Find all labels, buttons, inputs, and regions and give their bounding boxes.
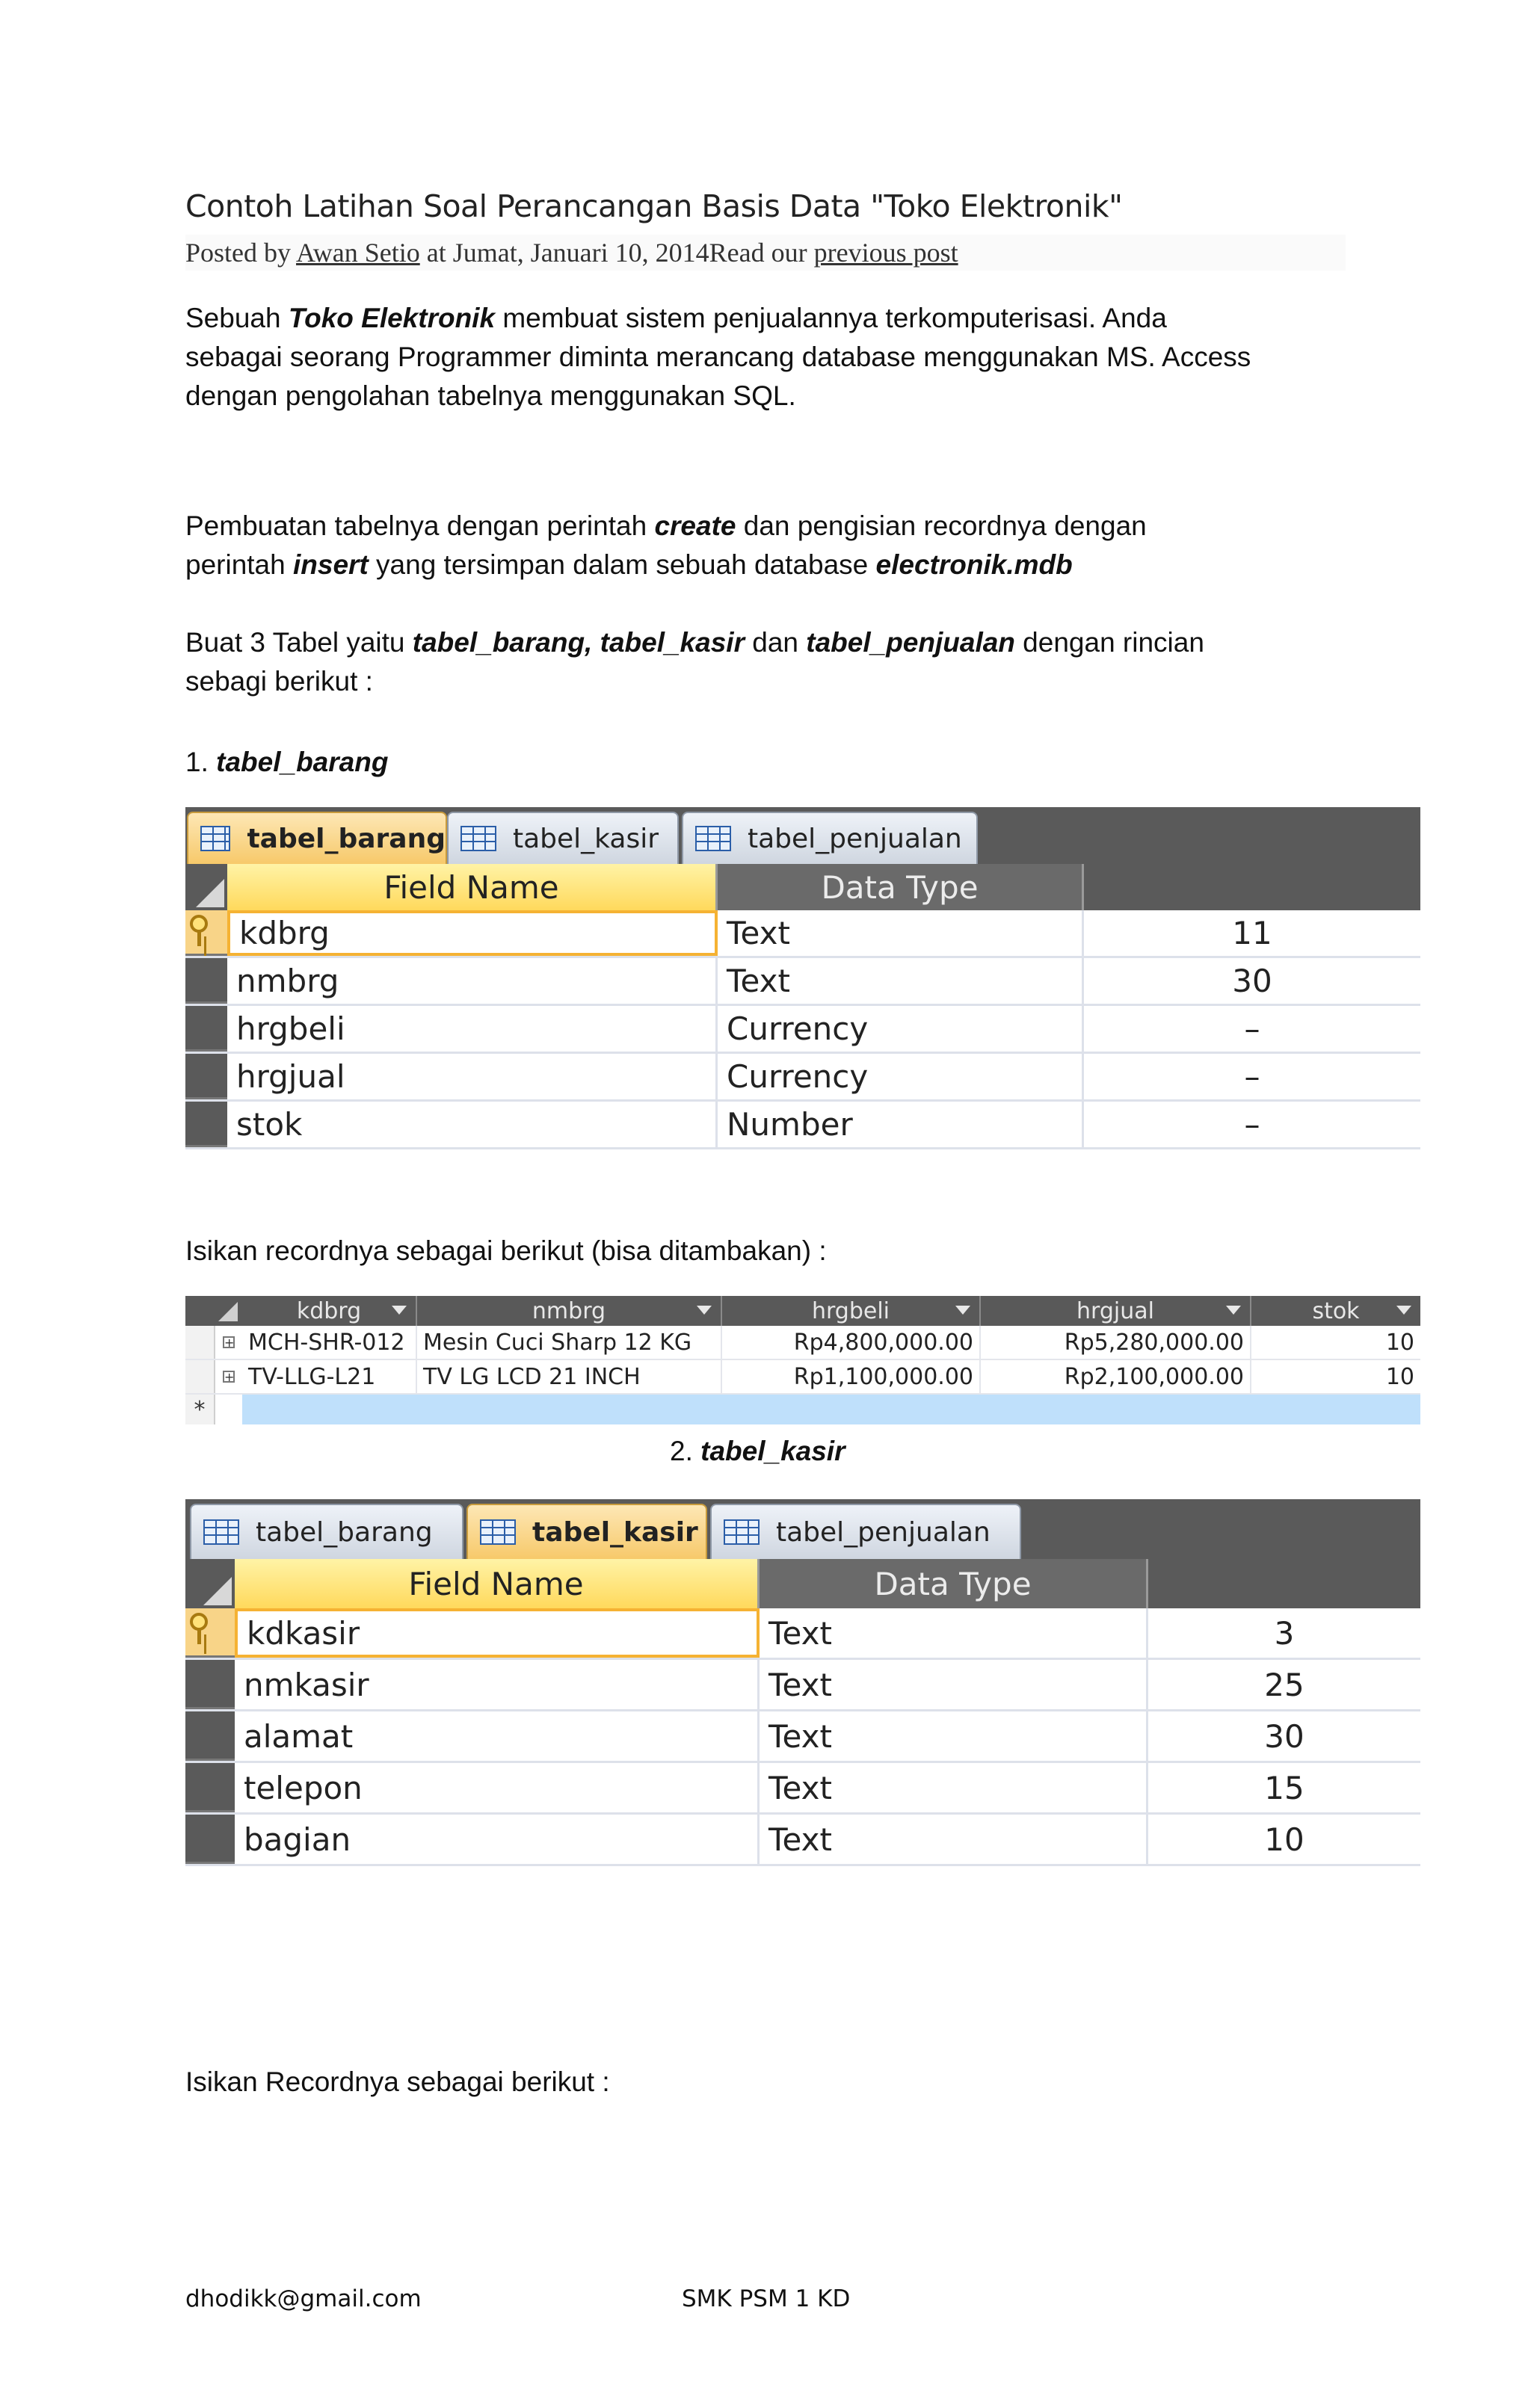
data-type-cell[interactable]: Text — [760, 1608, 1148, 1658]
tables-paragraph — [185, 623, 1204, 701]
datasheet-tabel-barang — [185, 1296, 1420, 1430]
row-selector[interactable] — [185, 1006, 227, 1052]
data-type-cell[interactable]: Text — [760, 1660, 1148, 1709]
design-header — [185, 864, 1420, 910]
field-name-cell[interactable]: bagian — [235, 1815, 760, 1864]
description-header — [1084, 864, 1420, 910]
footer-school: SMK PSM 1 KD — [682, 2285, 851, 2312]
field-size-cell[interactable]: 11 — [1232, 915, 1272, 951]
datasheet-corner[interactable] — [185, 1296, 242, 1326]
chevron-down-icon[interactable] — [392, 1306, 407, 1315]
primary-key-icon[interactable] — [185, 910, 227, 956]
table-row[interactable] — [185, 1326, 1420, 1360]
design-view-tabel-barang — [185, 807, 1420, 1164]
footer-email: dhodikk@gmail.com — [185, 2285, 422, 2312]
field-row[interactable] — [185, 910, 1420, 958]
table-icon — [480, 1519, 516, 1545]
field-row[interactable] — [185, 1815, 1420, 1866]
tab-tabel-penjualan[interactable]: tabel_penjualan — [710, 1504, 1021, 1559]
table-row[interactable] — [185, 1360, 1420, 1395]
row-selector[interactable] — [185, 1763, 235, 1812]
intro-line-1: Sebuah Toko Elektronik membuat sistem penjualannya terkomputerisasi. Anda — [185, 303, 1167, 333]
cell-stok[interactable]: 10 — [1385, 1363, 1414, 1390]
field-row[interactable] — [185, 1660, 1420, 1711]
author-link[interactable]: Awan Setio — [296, 238, 420, 268]
section-2-heading: 2. tabel_kasir — [670, 1436, 845, 1466]
table-icon — [203, 1519, 239, 1545]
data-type-cell[interactable]: Text — [718, 910, 1084, 956]
field-name-header: Field Name — [227, 864, 718, 910]
object-tab-bar — [185, 1499, 1420, 1559]
data-type-cell[interactable]: Currency — [718, 1054, 1084, 1099]
select-all-corner[interactable] — [185, 1559, 235, 1608]
field-name-cell[interactable]: stok — [227, 1102, 718, 1147]
row-selector[interactable] — [185, 1711, 235, 1761]
column-header-hrgjual[interactable]: hrgjual — [981, 1296, 1251, 1326]
field-size-cell[interactable]: 15 — [1264, 1769, 1304, 1806]
create-paragraph — [185, 507, 1147, 584]
previous-post-link[interactable]: previous post — [813, 238, 958, 268]
field-name-header: Field Name — [235, 1559, 760, 1608]
design-header — [185, 1559, 1420, 1608]
row-selector[interactable] — [185, 958, 227, 1004]
posted-prefix: Posted by — [185, 238, 297, 268]
create-line-1: Pembuatan tabelnya dengan perintah create dan pengisian recordnya dengan — [185, 510, 1147, 541]
expand-icon[interactable]: + — [224, 1336, 235, 1350]
cell-hrgjual[interactable]: Rp5,280,000.00 — [981, 1326, 1251, 1359]
field-size-cell[interactable]: 3 — [1274, 1614, 1295, 1652]
data-type-cell[interactable]: Currency — [718, 1006, 1084, 1052]
field-name-cell[interactable]: nmbrg — [227, 958, 718, 1004]
tab-tabel-kasir[interactable]: tabel_kasir — [466, 1504, 707, 1559]
primary-key-icon[interactable] — [185, 1608, 235, 1658]
field-row[interactable] — [185, 1608, 1420, 1660]
post-meta — [185, 235, 1346, 271]
cell-kdbrg[interactable]: MCH-SHR-012 — [242, 1326, 417, 1359]
datasheet-header — [185, 1296, 1420, 1326]
tables-line-2: sebagi berikut : — [185, 666, 373, 697]
row-selector[interactable] — [185, 1102, 227, 1147]
page-title: Contoh Latihan Soal Perancangan Basis Data "Toko Elektronik" — [185, 188, 1123, 224]
posted-middle: at Jumat, Januari 10, 2014Read our — [419, 238, 814, 268]
field-size-cell[interactable]: – — [1244, 1010, 1260, 1047]
field-name-cell[interactable]: kdkasir — [235, 1608, 760, 1658]
new-record-marker: * — [185, 1395, 215, 1424]
new-record-row[interactable] — [185, 1395, 1420, 1424]
data-type-cell[interactable]: Text — [760, 1711, 1148, 1761]
chevron-down-icon[interactable] — [697, 1306, 712, 1315]
create-line-2: perintah insert yang tersimpan dalam sebuah database electronik.mdb — [185, 549, 1073, 580]
table-icon — [724, 1519, 760, 1545]
column-header-nmbrg[interactable]: nmbrg — [417, 1296, 722, 1326]
chevron-down-icon[interactable] — [1396, 1306, 1411, 1315]
field-name-cell[interactable]: nmkasir — [235, 1660, 760, 1709]
row-selector[interactable] — [185, 1326, 215, 1359]
field-size-cell[interactable]: 25 — [1264, 1666, 1304, 1703]
field-row[interactable] — [185, 1054, 1420, 1102]
field-size-cell[interactable]: 30 — [1264, 1717, 1304, 1755]
expand-icon[interactable]: + — [224, 1370, 235, 1384]
field-row[interactable] — [185, 958, 1420, 1006]
description-header — [1148, 1559, 1420, 1608]
tab-tabel-kasir[interactable]: tabel_kasir — [447, 812, 679, 864]
column-header-kdbrg[interactable]: kdbrg — [242, 1296, 417, 1326]
field-name-cell[interactable]: kdbrg — [227, 910, 718, 956]
field-row[interactable] — [185, 1006, 1420, 1054]
data-type-cell[interactable]: Text — [718, 958, 1084, 1004]
row-selector[interactable] — [185, 1660, 235, 1709]
data-type-header: Data Type — [718, 864, 1084, 910]
cell-nmbrg[interactable]: TV LG LCD 21 INCH — [417, 1360, 722, 1393]
row-selector[interactable] — [185, 1815, 235, 1864]
column-header-stok[interactable]: stok — [1251, 1296, 1420, 1326]
field-row[interactable] — [185, 1763, 1420, 1815]
column-header-hrgbeli[interactable]: hrgbeli — [722, 1296, 981, 1326]
chevron-down-icon[interactable] — [955, 1306, 970, 1315]
chevron-down-icon[interactable] — [1226, 1306, 1241, 1315]
data-type-cell[interactable]: Text — [760, 1763, 1148, 1812]
design-view-tabel-kasir — [185, 1499, 1420, 1877]
table-icon — [200, 826, 230, 851]
select-all-corner[interactable] — [185, 864, 227, 910]
cell-kdbrg[interactable]: TV-LLG-L21 — [242, 1360, 417, 1393]
tab-tabel-barang[interactable]: tabel_barang — [187, 812, 447, 864]
object-tab-bar — [185, 807, 1420, 864]
intro-line-2: sebagai seorang Programmer diminta merancang database menggunakan MS. Access — [185, 342, 1251, 372]
cell-hrgbeli[interactable]: Rp1,100,000.00 — [722, 1360, 981, 1393]
cell-hrgbeli[interactable]: Rp4,800,000.00 — [722, 1326, 981, 1359]
data-type-cell[interactable]: Text — [760, 1815, 1148, 1864]
field-name-cell[interactable]: hrgbeli — [227, 1006, 718, 1052]
field-row[interactable] — [185, 1711, 1420, 1763]
row-selector[interactable] — [185, 1054, 227, 1099]
field-name-cell[interactable]: hrgjual — [227, 1054, 718, 1099]
field-size-cell[interactable]: – — [1244, 1058, 1260, 1095]
tables-line-1: Buat 3 Tabel yaitu tabel_barang, tabel_kasir dan tabel_penjualan dengan rincian — [185, 627, 1204, 658]
data-type-cell[interactable]: Number — [718, 1102, 1084, 1147]
cell-stok[interactable]: 10 — [1385, 1329, 1414, 1356]
cell-hrgjual[interactable]: Rp2,100,000.00 — [981, 1360, 1251, 1393]
field-name-cell[interactable]: alamat — [235, 1711, 760, 1761]
table-icon — [695, 826, 731, 851]
tab-tabel-barang[interactable]: tabel_barang — [190, 1504, 463, 1559]
table-icon — [460, 826, 496, 851]
intro-line-3: dengan pengolahan tabelnya menggunakan SQL. — [185, 380, 796, 411]
field-row[interactable] — [185, 1102, 1420, 1149]
tab-tabel-penjualan[interactable]: tabel_penjualan — [682, 812, 978, 864]
records-intro-2: Isikan Recordnya sebagai berikut : — [185, 2066, 610, 2097]
section-1-heading: 1. tabel_barang — [185, 747, 389, 777]
field-size-cell[interactable]: 10 — [1264, 1821, 1304, 1858]
data-type-header: Data Type — [760, 1559, 1148, 1608]
row-selector[interactable] — [185, 1360, 215, 1393]
cell-nmbrg[interactable]: Mesin Cuci Sharp 12 KG — [417, 1326, 722, 1359]
records-intro: Isikan recordnya sebagai berikut (bisa ditambakan) : — [185, 1235, 827, 1266]
field-name-cell[interactable]: telepon — [235, 1763, 760, 1812]
field-size-cell[interactable]: 30 — [1232, 963, 1272, 999]
intro-paragraph — [185, 299, 1251, 416]
field-size-cell[interactable]: – — [1244, 1106, 1260, 1143]
